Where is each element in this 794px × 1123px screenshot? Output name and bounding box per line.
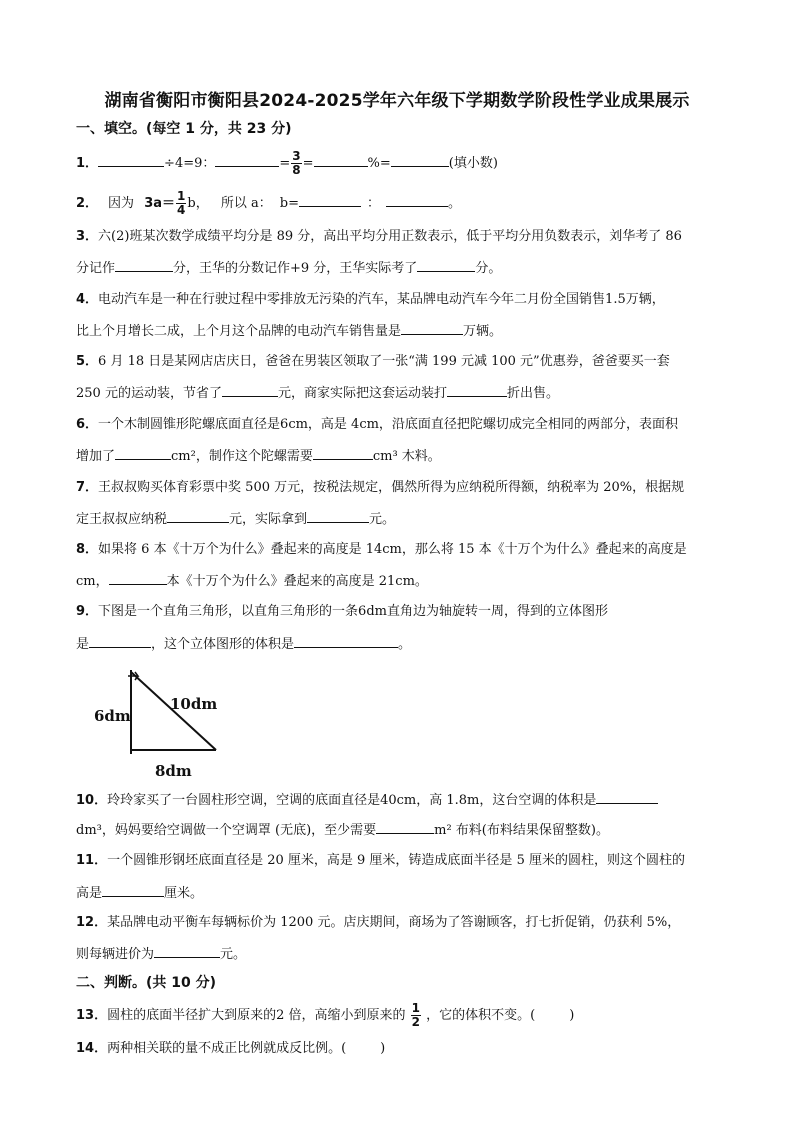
answer-blank[interactable] xyxy=(391,153,449,167)
question-number: 12． xyxy=(76,915,108,930)
answer-blank[interactable] xyxy=(386,193,448,207)
question-9-line-2: 是 ，这个立体图形的体积是 。 xyxy=(76,634,411,654)
answer-blank[interactable] xyxy=(313,446,373,460)
question-13: 13．圆柱的底面半径扩大到原来的2 倍，高缩小到原来的 $\frac{1}{2}$ ，它的体积不变。( ) xyxy=(76,1001,575,1029)
question-10: 10．玲玲家买了一台圆柱形空调，空调的底面直径是40cm，高 1.8m，这台空调的体积是 xyxy=(76,790,658,810)
answer-blank[interactable] xyxy=(222,383,278,397)
question-5-line-2: 250 元的运动装，节省了 元，商家实际把这套运动装打 折出售。 xyxy=(76,383,559,403)
answer-blank[interactable] xyxy=(447,383,507,397)
fraction: $\frac{1}{2}$ xyxy=(411,1001,420,1029)
answer-blank[interactable] xyxy=(154,944,220,958)
question-4-line-2: 比上个月增长二成，上个月这个品牌的电动汽车销售量是 万辆。 xyxy=(76,321,502,341)
answer-blank[interactable] xyxy=(115,446,171,460)
question-number: 3． xyxy=(76,229,99,244)
bottom-leg-label: 8dm xyxy=(155,762,192,780)
question-12-line-2: 则每辆进价为 元。 xyxy=(76,944,246,964)
question-3-line-2: 分记作 分，王华的分数记作+9 分，王华实际考了 分。 xyxy=(76,258,501,278)
question-11-line-2: 高是 厘米。 xyxy=(76,883,203,903)
answer-blank[interactable] xyxy=(376,820,434,834)
fraction: $\frac{1}{4}$ xyxy=(177,189,186,217)
question-6: 6．一个木制圆锥形陀螺底面直径是6cm，高是 4cm，沿底面直径把陀螺切成完全相同的两部分，表面积 xyxy=(76,417,678,432)
left-leg-label: 6dm xyxy=(94,707,131,725)
answer-blank[interactable] xyxy=(115,258,173,272)
section-heading-judgement: 二、判断。(共 10 分) xyxy=(76,975,217,991)
answer-blank[interactable] xyxy=(596,790,658,804)
answer-blank[interactable] xyxy=(89,634,151,648)
question-3: 3．六(2)班某次数学成绩平均分是 89 分，高出平均分用正数表示，低于平均分用负数表示，刘华考了 86 xyxy=(76,229,682,244)
question-number: 10． xyxy=(76,793,108,808)
page-title: 湖南省衡阳市衡阳县2024-2025学年六年级下学期数学阶段性学业成果展示 xyxy=(104,91,690,111)
answer-blank[interactable] xyxy=(215,153,279,167)
answer-blank[interactable] xyxy=(401,321,463,335)
question-number: 2． xyxy=(76,196,99,211)
question-10-line-2: dm³，妈妈要给空调做一个空调罩 (无底)，至少需要 m² 布料(布料结果保留整数)。 xyxy=(76,820,609,840)
answer-blank[interactable] xyxy=(314,153,368,167)
question-number: 14． xyxy=(76,1041,108,1056)
question-number: 9． xyxy=(76,604,99,619)
question-14: 14．两种相关联的量不成正比例就成反比例。( ) xyxy=(76,1041,386,1056)
question-number: 11． xyxy=(76,853,108,868)
question-9: 9．下图是一个直角三角形，以直角三角形的一条6dm直角边为轴旋转一周，得到的立体图形 xyxy=(76,604,608,619)
answer-blank[interactable] xyxy=(417,258,475,272)
question-2: 2． 因为 3a＝ $\frac{1}{4}$ b， 所以 a： b= ： 。 xyxy=(76,189,461,217)
question-8: 8．如果将 6 本《十万个为什么》叠起来的高度是 14cm，那么将 15 本《十万个为什么》叠起来的高度是 xyxy=(76,542,687,557)
answer-blank[interactable] xyxy=(98,153,164,167)
answer-blank[interactable] xyxy=(167,509,229,523)
hypotenuse-label: 10dm xyxy=(170,695,218,713)
question-12: 12．某品牌电动平衡车每辆标价为 1200 元。店庆期间，商场为了答谢顾客，打七折促销，仍获利 5%， xyxy=(76,915,681,930)
question-number: 1． xyxy=(76,156,99,171)
question-1: 1． ÷4=9： = $\frac{3}{8}$ = %= (填小数) xyxy=(76,149,498,177)
question-8-line-2: cm， 本《十万个为什么》叠起来的高度是 21cm。 xyxy=(76,571,428,591)
answer-blank[interactable] xyxy=(294,634,398,648)
question-number: 8． xyxy=(76,542,99,557)
answer-blank[interactable] xyxy=(299,193,361,207)
question-number: 5． xyxy=(76,354,99,369)
section-heading-fill-blank: 一、填空。(每空 1 分，共 23 分) xyxy=(76,121,292,137)
question-6-line-2: 增加了 cm²，制作这个陀螺需要 cm³ 木料。 xyxy=(76,446,441,466)
question-number: 13． xyxy=(76,1008,108,1023)
question-5: 5．6 月 18 日是某网店店庆日，爸爸在男装区领取了一张“满 199 元减 100 元”优惠券，爸爸要买一套 xyxy=(76,354,670,369)
question-11: 11．一个圆锥形钢坯底面直径是 20 厘米，高是 9 厘米，铸造成底面半径是 5 厘米的圆柱，则这个圆柱的 xyxy=(76,853,685,868)
answer-blank[interactable] xyxy=(307,509,369,523)
answer-blank[interactable] xyxy=(109,571,167,585)
question-number: 6． xyxy=(76,417,99,432)
question-4: 4．电动汽车是一种在行驶过程中零排放无污染的汽车，某品牌电动汽车今年二月份全国销售1.5万辆， xyxy=(76,292,665,307)
question-7: 7．王叔叔购买体育彩票中奖 500 万元，按税法规定，偶然所得为应纳税所得额，纳税率为 20%，根据规 xyxy=(76,480,685,495)
right-triangle-figure xyxy=(88,662,238,782)
question-number: 7． xyxy=(76,480,99,495)
question-number: 4． xyxy=(76,292,99,307)
answer-blank[interactable] xyxy=(102,883,164,897)
question-7-line-2: 定王叔叔应纳税 元，实际拿到 元。 xyxy=(76,509,395,529)
fraction: $\frac{3}{8}$ xyxy=(292,149,301,177)
